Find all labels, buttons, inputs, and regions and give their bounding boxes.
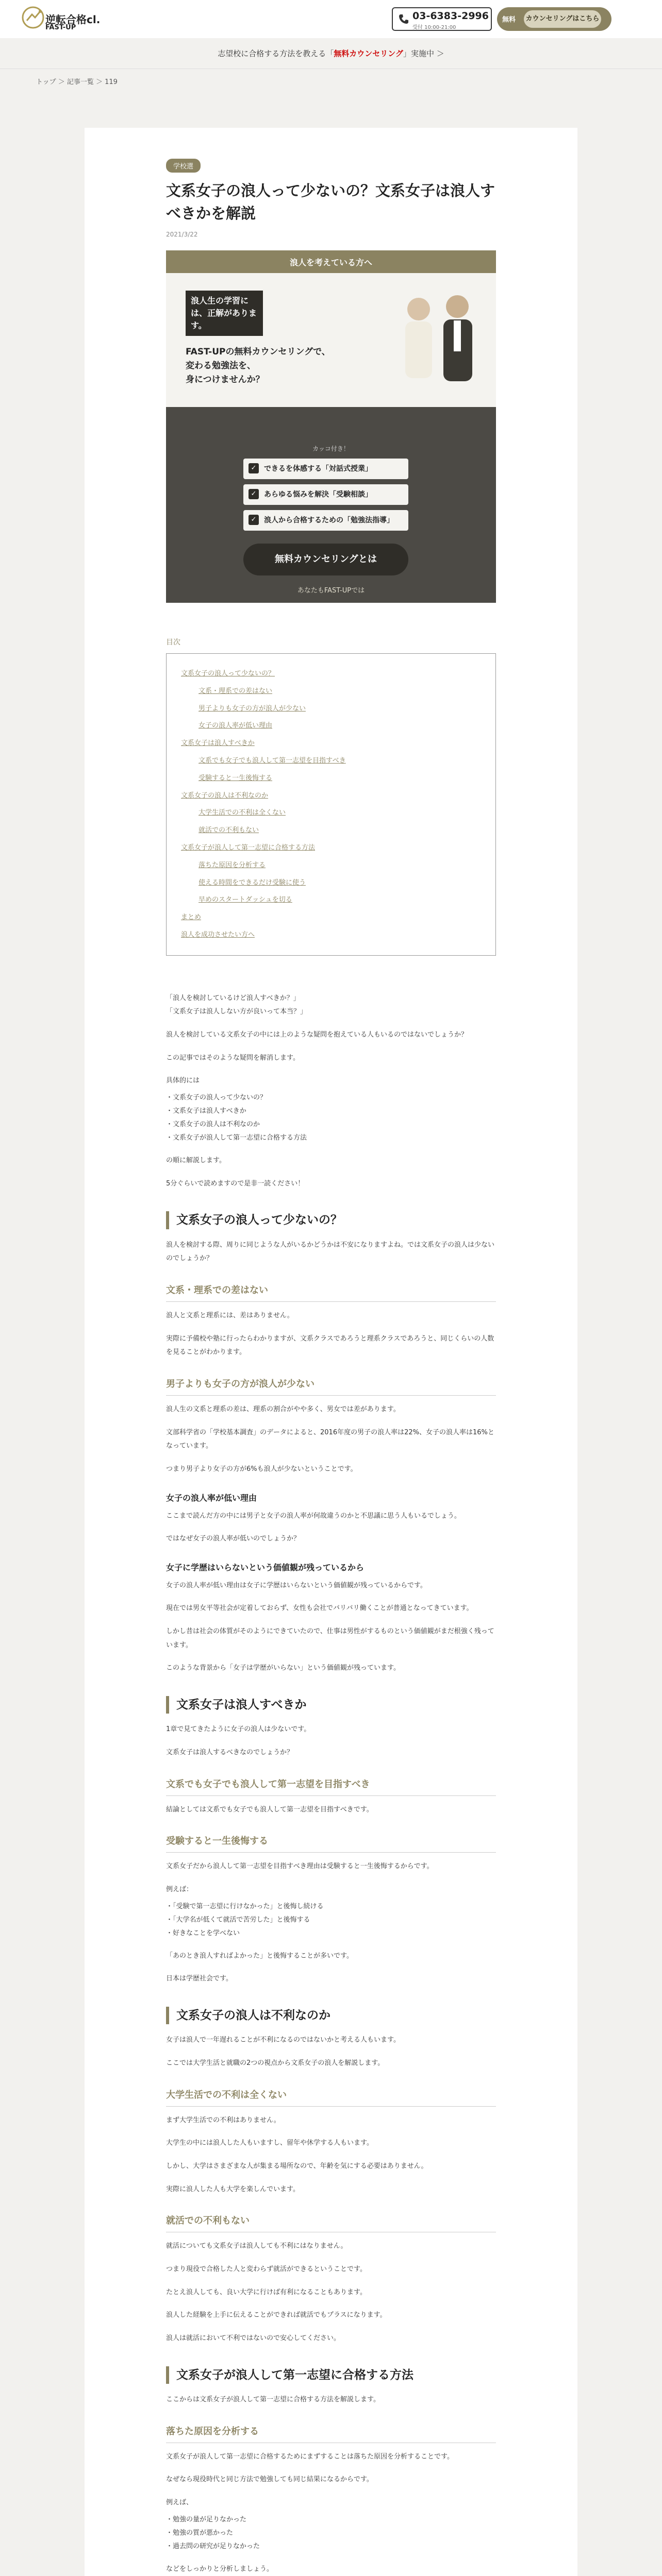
subsection-heading: 落ちた原因を分析する [166, 2425, 496, 2443]
paragraph: つまり現役で合格した人と変わらず就活ができるということです。 [166, 2265, 367, 2273]
logo-text-main: 逆転合格cl. [45, 13, 101, 26]
regret-list [166, 1900, 496, 1940]
minor-heading: 女子に学歴はいらないという価値観が残っているから [166, 1562, 365, 1572]
counseling-banner[interactable] [166, 250, 496, 601]
list-item: ・「大学名が低くて就活で苦労した」と後悔する [166, 1916, 310, 1924]
paragraph: ここでは大学生活と就職の2つの視点から文系女子の浪人を解説します。 [166, 2059, 385, 2067]
paragraph: 就活についても文系女子は浪人しても不利にはなりません。 [166, 2242, 347, 2250]
paragraph: 浪人生の文系と理系の差は、理系の割合がやや多く、男女では差があります。 [166, 1405, 400, 1413]
counseling-cta-button[interactable] [497, 7, 611, 31]
paragraph: 浪人は就活において不利ではないので安心してください。 [166, 2334, 341, 2342]
section-heading: 文系女子は浪人すべきか [166, 1696, 496, 1714]
banner-text: FAST-UPの無料カウンセリングで、 変わる勉強法を、 身につけませんか？ [186, 347, 330, 385]
toc-link[interactable]: 文系女子は浪人すべきか [181, 739, 255, 748]
logo-text-sub: FAST-UP [45, 24, 76, 31]
site-header [0, 0, 662, 38]
list-item: ・過去問の研究が足りなかった [166, 2542, 260, 2550]
phone-hours: 受付 10:00-21:00 [412, 25, 456, 30]
intro-paragraph: 「浪人を検討しているけど浪人すべきか？」 「文系女子は浪人しない方が良いって本当？」 [166, 994, 307, 1016]
intro-paragraph: この記事ではそのような疑問を解消します。 [166, 1054, 300, 1062]
list-item: ・勉強の質が悪かった [166, 2529, 234, 2537]
toc-link[interactable]: 男子よりも女子の方が浪人が少ない [198, 704, 306, 713]
banner-heading: 浪人を考えている方へ [166, 252, 496, 273]
paragraph: 文系女子だから浪人して第一志望を目指すべき理由は受験すると一生後悔するからです。 [166, 1862, 434, 1871]
toc-link[interactable]: 文系女子が浪人して第一志望に合格する方法 [181, 843, 316, 852]
minor-heading: 女子の浪人率が低い理由 [166, 1493, 257, 1503]
paragraph: つまり男子より女子の方が6%も浪人が少ないということです。 [166, 1465, 357, 1473]
list-item: ・文系女子の浪人は不利なのか [166, 1120, 260, 1128]
cta-free-label: 無料 [502, 16, 516, 24]
banner-cta-button[interactable]: 無料カウンセリングとは [243, 544, 408, 575]
category-badge[interactable]: 学校選 [166, 159, 201, 173]
site-logo[interactable] [21, 5, 101, 33]
section-heading: 文系女子の浪人って少ないの？ [166, 1211, 496, 1229]
list-item: ・文系女子が浪人して第一志望に合格する方法 [166, 1133, 307, 1142]
list-item: ・文系女子は浪人すべきか [166, 1107, 246, 1115]
article-body [166, 992, 496, 2576]
paragraph: ここからは文系女子が浪人して第一志望に合格する方法を解説します。 [166, 2396, 380, 2404]
article-date: 2021/3/22 [166, 231, 198, 238]
toc-link[interactable]: 女子の浪人率が低い理由 [198, 722, 273, 730]
list-lead: 具体的には [166, 1077, 200, 1085]
toc-link[interactable]: 落ちた原因を分析する [198, 861, 266, 869]
paragraph: 「あのとき浪人すればよかった」と後悔することが多いです。 [166, 1952, 353, 1960]
banner-feature-item: ✓ あらゆる悩みを解決「受験相談」 [243, 484, 408, 505]
subsection-heading: 大学生活での不利は全くない [166, 2088, 496, 2107]
paragraph: 1章で見てきたように女子の浪人は少ないです。 [166, 1725, 311, 1734]
paragraph: 浪人を検討する際、周りに同じような人がいるかどうかは不安になりますよね。では文系女子の浪人は少ないのでしょうか？ [166, 1241, 495, 1263]
paragraph: しかし、大学はさまざまな人が集まる場所なので、年齢を気にする必要はありません。 [166, 2162, 428, 2171]
subsection-heading: 文系・理系での差はない [166, 1283, 496, 1302]
paragraph: などをしっかりと分析しましょう。 [166, 2565, 274, 2573]
paragraph: 例えば： [166, 1886, 193, 1894]
list-item: ・勉強の量が足りなかった [166, 2515, 247, 2523]
article-card [85, 128, 577, 2576]
paragraph: 浪人と文系と理系には、差はありません。 [166, 1312, 294, 1320]
banner-feature-item: ✓ 浪人から合格するための「勉強法指導」 [243, 510, 408, 531]
toc-link[interactable]: 就活での不利もない [198, 826, 259, 835]
paragraph: 実際に浪人した人も大学を楽しんでいます。 [166, 2185, 300, 2193]
toc-link[interactable]: 早めのスタートダッシュを切る [198, 896, 292, 904]
toc-link[interactable]: 文系でも女子でも浪人して第一志望を目指すべき [198, 756, 346, 765]
subsection-heading: 文系でも女子でも浪人して第一志望を目指すべき [166, 1777, 496, 1796]
banner-highlight-box: 浪人生の学習には、正解があります。 [186, 291, 263, 336]
section-heading: 文系女子の浪人は不利なのか [166, 2007, 496, 2025]
paragraph: 例えば、 [166, 2498, 193, 2506]
toc-link[interactable]: 浪人を成功させたい方へ [181, 930, 255, 939]
paragraph: 浪人した経験を上手に伝えることができれば就活でもプラスになります。 [166, 2311, 387, 2319]
banner-photo-label: カッコ付き！ [312, 445, 350, 452]
notice-highlight: 無料カウンセリング [334, 49, 403, 58]
list-item: ・文系女子の浪人って少ないの？ [166, 1093, 267, 1101]
counselor-illustration [388, 283, 486, 386]
toc-link[interactable]: 文系女子の浪人は不利なのか [181, 791, 269, 800]
phone-icon [398, 13, 409, 25]
paragraph: しかし昔は社会の体質がそのようにできていたので、仕事は男性がするものという価値観がまだ根強く残っています。 [166, 1628, 494, 1649]
breadcrumb[interactable]: トップ ＞ 記事一覧 ＞ 119 [36, 78, 118, 86]
paragraph: たとえ浪人しても、良い大学に行けば有利になることもあります。 [166, 2288, 367, 2296]
list-item: ・好きなことを学べない [166, 1929, 240, 1937]
paragraph: まず大学生活での不利はありません。 [166, 2116, 280, 2124]
list-last: 5分ぐらいで読めますので是非一読ください！ [166, 1179, 305, 1188]
paragraph: このような背景から「女子は学歴がいらない」という価値観が残っています。 [166, 1664, 400, 1672]
paragraph: 文部科学省の「学校基本調査」のデータによると、2016年度の男子の浪人率は22%、女子の浪人率は16%となっています。 [166, 1428, 494, 1450]
cta-main-label: カウンセリングはこちら [524, 10, 601, 28]
toc-link[interactable]: 使える時間をできるだけ受験に使う [198, 878, 306, 887]
paragraph: 実際に予備校や塾に行ったらわかりますが、文系クラスであろうと理系クラスであろうと、同じくらいの人数を見ることがわかります。 [166, 1334, 494, 1357]
article-content [166, 159, 496, 2576]
intro-paragraph: 浪人を検討している文系女子の中には上のような疑問を抱えている人もいるのではないでしょうか？ [166, 1031, 468, 1039]
counseling-notice-bar[interactable] [0, 38, 662, 69]
paragraph: 文系女子が浪人して第一志望に合格するためにまずすることは落ちた原因を分析することです。 [166, 2452, 454, 2461]
paragraph: 日本は学歴社会です。 [166, 1975, 233, 1983]
logo-mark-icon [21, 5, 45, 31]
banner-note: あなたもFAST-UPでは [297, 587, 365, 595]
subsection-heading: 受験すると一生後悔する [166, 1834, 496, 1853]
subsection-heading: 就活での不利もない [166, 2214, 496, 2232]
intro-list [166, 1091, 496, 1145]
section-heading: 文系女子が浪人して第一志望に合格する方法 [166, 2366, 496, 2384]
list-tail: の順に解説します。 [166, 1156, 226, 1164]
toc-link[interactable]: 大学生活での不利は全くない [198, 809, 286, 817]
phone-button[interactable] [392, 7, 492, 31]
paragraph: 大学生の中には浪人した人もいますし、留年や休学する人もいます。 [166, 2139, 373, 2147]
paragraph: ではなぜ女子の浪人率が低いのでしょうか？ [166, 1535, 301, 1543]
list-item: ・「受験で第一志望に行けなかった」と後悔し続ける [166, 1902, 324, 1910]
article-title: 文系女子の浪人って少ないの？文系女子は浪人すべきかを解説 [166, 182, 495, 222]
cause-list [166, 2513, 496, 2553]
toc-link[interactable]: 受験すると一生後悔する [198, 774, 273, 782]
paragraph: 文系女子は浪人するべきなのでしょうか？ [166, 1749, 294, 1757]
banner-feature-list [243, 459, 408, 536]
paragraph: 女子の浪人率が低い理由は女子に学歴はいらないという価値観が残っているからです。 [166, 1581, 427, 1589]
toc-link[interactable]: 文系・理系での差はない [198, 687, 273, 695]
subsection-heading: 男子よりも女子の方が浪人が少ない [166, 1377, 496, 1396]
phone-number: 03-6383-2996 [412, 10, 489, 22]
notice-text-after: 」実施中 ＞ [403, 49, 444, 58]
paragraph: なぜなら現役時代と同じ方法で勉強しても同じ結果になるからです。 [166, 2476, 373, 2484]
paragraph: 結論としては文系でも女子でも浪人して第一志望を目指すべきです。 [166, 1805, 373, 1814]
paragraph: 現在では男女平等社会が定着しておらず、女性も会社でバリバリ働くことが普通となってきています。 [166, 1604, 473, 1613]
notice-text-before: 志望校に合格する方法を教える「 [218, 49, 334, 58]
paragraph: ここまで読んだ方の中には男子と女子の浪人率が何故違うのかと不思議に思う人もいるでしょう。 [166, 1512, 461, 1520]
table-of-contents [166, 653, 496, 956]
paragraph: 女子は浪人で一年遅れることが不利になるのではないかと考える人もいます。 [166, 2036, 400, 2044]
banner-photo [166, 407, 496, 603]
toc-link[interactable]: まとめ [181, 913, 202, 922]
toc-title: 目次 [166, 638, 180, 647]
toc-link[interactable]: 文系女子の浪人って少ないの？ [181, 670, 275, 677]
banner-feature-item: ✓ できるを体感する「対話式授業」 [243, 459, 408, 479]
